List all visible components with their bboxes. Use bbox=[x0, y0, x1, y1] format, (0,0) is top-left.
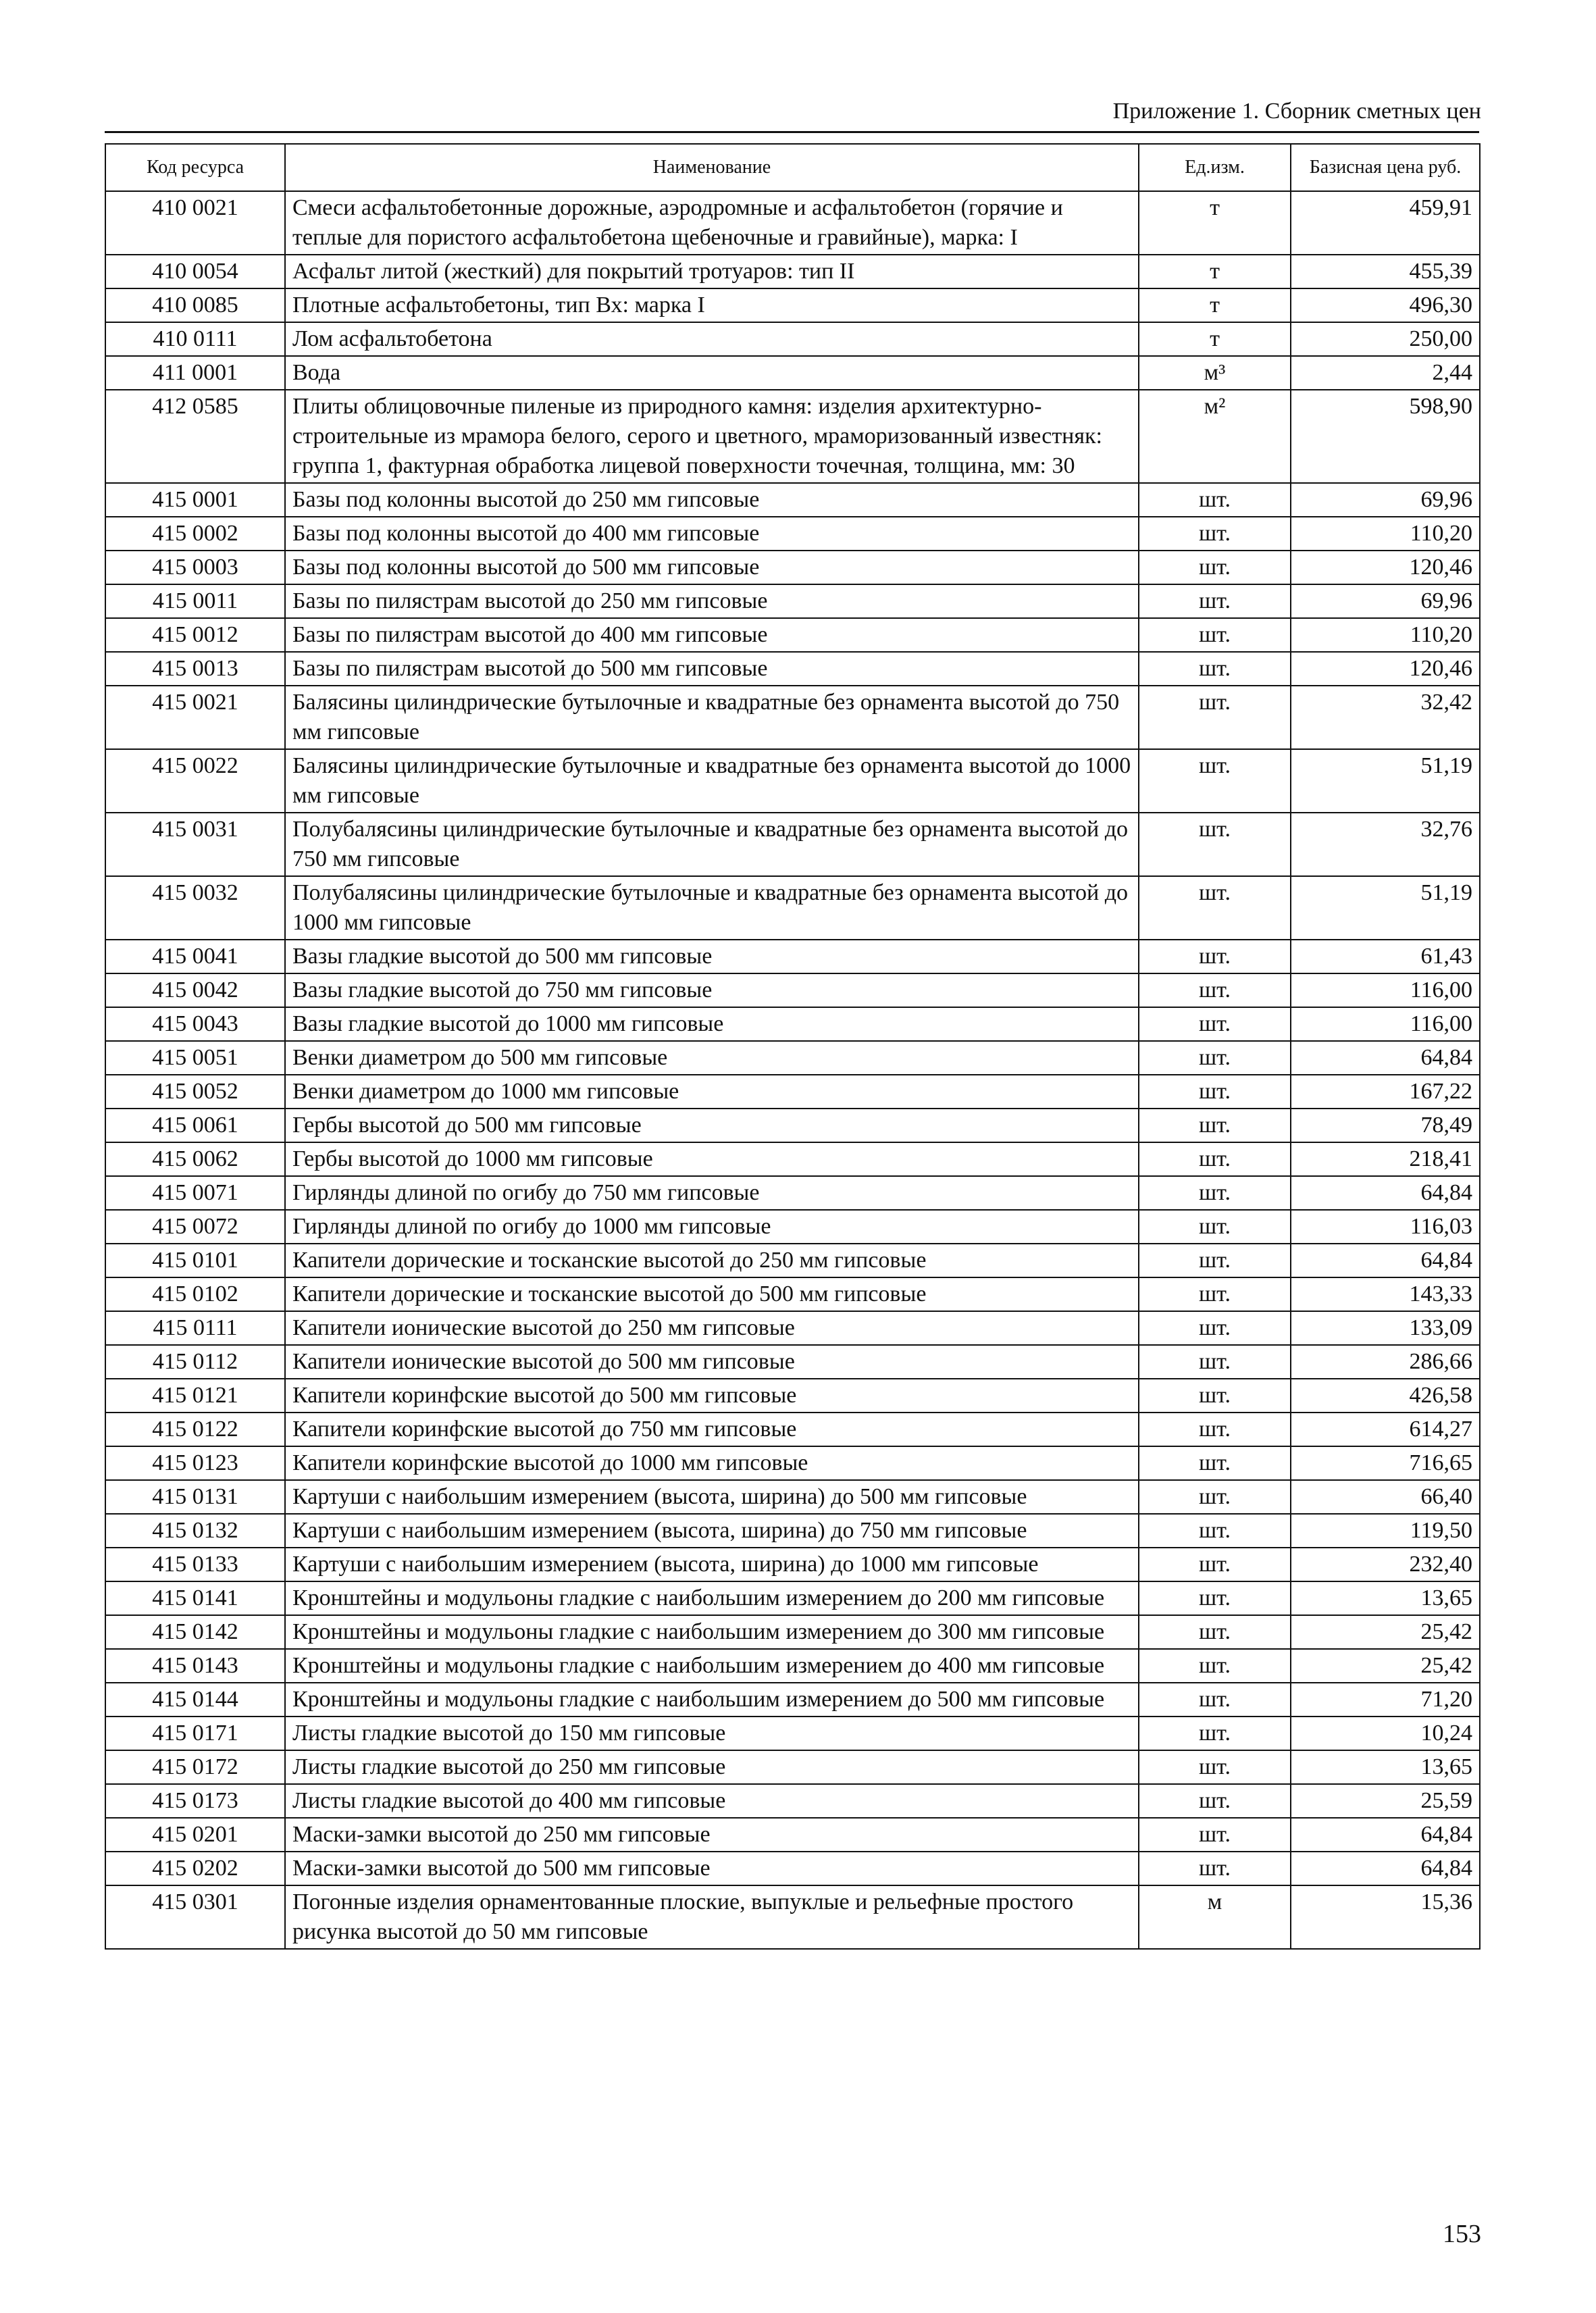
item-name-cell: Лом асфальтобетона bbox=[285, 322, 1139, 356]
price-cell: 25,59 bbox=[1291, 1784, 1480, 1818]
item-name-cell: Балясины цилиндрические бутылочные и квадратные без орнамента высотой до 750 мм гипсовые bbox=[285, 686, 1139, 749]
price-cell: 167,22 bbox=[1291, 1075, 1480, 1109]
table-row bbox=[105, 1717, 1480, 1750]
table-row bbox=[105, 1750, 1480, 1784]
unit-cell: шт. bbox=[1139, 1750, 1291, 1784]
price-cell: 286,66 bbox=[1291, 1345, 1480, 1379]
item-name-cell: Полубалясины цилиндрические бутылочные и квадратные без орнамента высотой до 1000 мм гипсовые bbox=[285, 876, 1139, 940]
price-cell: 71,20 bbox=[1291, 1683, 1480, 1717]
unit-cell: т bbox=[1139, 288, 1291, 322]
item-name-cell: Плотные асфальтобетоны, тип Вх: марка I bbox=[285, 288, 1139, 322]
price-cell: 61,43 bbox=[1291, 940, 1480, 973]
item-name-cell: Гербы высотой до 1000 мм гипсовые bbox=[285, 1142, 1139, 1176]
resource-code-cell: 415 0052 bbox=[105, 1075, 285, 1109]
table-row bbox=[105, 1885, 1480, 1949]
unit-cell: шт. bbox=[1139, 1142, 1291, 1176]
unit-cell: шт. bbox=[1139, 517, 1291, 551]
unit-cell: шт. bbox=[1139, 1514, 1291, 1548]
item-name-cell: Капители коринфские высотой до 750 мм гипсовые bbox=[285, 1413, 1139, 1446]
unit-cell: шт. bbox=[1139, 1784, 1291, 1818]
table-row bbox=[105, 551, 1480, 584]
resource-code-cell: 415 0173 bbox=[105, 1784, 285, 1818]
table-row bbox=[105, 517, 1480, 551]
item-name-cell: Вазы гладкие высотой до 500 мм гипсовые bbox=[285, 940, 1139, 973]
resource-code-cell: 415 0013 bbox=[105, 652, 285, 686]
item-name-cell: Базы под колонны высотой до 400 мм гипсовые bbox=[285, 517, 1139, 551]
item-name-cell: Базы по пилястрам высотой до 500 мм гипсовые bbox=[285, 652, 1139, 686]
item-name-cell: Базы по пилястрам высотой до 250 мм гипсовые bbox=[285, 584, 1139, 618]
table-row bbox=[105, 356, 1480, 390]
resource-code-cell: 415 0061 bbox=[105, 1109, 285, 1142]
item-name-cell: Погонные изделия орнаментованные плоские, выпуклые и рельефные простого рисунка высотой до 50 мм гипсовые bbox=[285, 1885, 1139, 1949]
table-row bbox=[105, 288, 1480, 322]
table-row bbox=[105, 1210, 1480, 1244]
price-cell: 143,33 bbox=[1291, 1277, 1480, 1311]
resource-code-cell: 415 0101 bbox=[105, 1244, 285, 1277]
item-name-cell: Капители коринфские высотой до 500 мм гипсовые bbox=[285, 1379, 1139, 1413]
resource-code-cell: 415 0171 bbox=[105, 1717, 285, 1750]
resource-code-cell: 415 0301 bbox=[105, 1885, 285, 1949]
unit-cell: шт. bbox=[1139, 686, 1291, 749]
resource-code-cell: 415 0132 bbox=[105, 1514, 285, 1548]
resource-code-cell: 415 0071 bbox=[105, 1176, 285, 1210]
unit-cell: шт. bbox=[1139, 1581, 1291, 1615]
table-row bbox=[105, 1379, 1480, 1413]
item-name-cell: Полубалясины цилиндрические бутылочные и квадратные без орнамента высотой до 750 мм гипсовые bbox=[285, 813, 1139, 876]
price-cell: 64,84 bbox=[1291, 1244, 1480, 1277]
resource-code-cell: 415 0041 bbox=[105, 940, 285, 973]
resource-code-cell: 415 0011 bbox=[105, 584, 285, 618]
resource-code-cell: 415 0031 bbox=[105, 813, 285, 876]
unit-cell: т bbox=[1139, 191, 1291, 255]
item-name-cell: Капители дорические и тосканские высотой до 250 мм гипсовые bbox=[285, 1244, 1139, 1277]
table-row bbox=[105, 191, 1480, 255]
table-row bbox=[105, 1683, 1480, 1717]
resource-code-cell: 410 0021 bbox=[105, 191, 285, 255]
unit-cell: шт. bbox=[1139, 1818, 1291, 1852]
unit-cell: шт. bbox=[1139, 1446, 1291, 1480]
price-cell: 598,90 bbox=[1291, 390, 1480, 483]
price-cell: 232,40 bbox=[1291, 1548, 1480, 1581]
price-cell: 15,36 bbox=[1291, 1885, 1480, 1949]
resource-code-cell: 415 0201 bbox=[105, 1818, 285, 1852]
unit-cell: шт. bbox=[1139, 813, 1291, 876]
price-cell: 64,84 bbox=[1291, 1818, 1480, 1852]
price-table bbox=[105, 143, 1481, 1950]
table-row bbox=[105, 1548, 1480, 1581]
unit-cell: шт. bbox=[1139, 1683, 1291, 1717]
table-row bbox=[105, 652, 1480, 686]
price-cell: 250,00 bbox=[1291, 322, 1480, 356]
item-name-cell: Плиты облицовочные пиленые из природного камня: изделия архитектурно-строительные из мрамора белого, серого и цветного, мраморизованный известняк: группа 1, фактурная обработка лицевой поверхности точечная, толщина, мм: 30 bbox=[285, 390, 1139, 483]
resource-code-cell: 415 0051 bbox=[105, 1041, 285, 1075]
price-cell: 25,42 bbox=[1291, 1615, 1480, 1649]
price-cell: 32,42 bbox=[1291, 686, 1480, 749]
column-header-name: Наименование bbox=[285, 144, 1139, 191]
unit-cell: шт. bbox=[1139, 1852, 1291, 1885]
item-name-cell: Гербы высотой до 500 мм гипсовые bbox=[285, 1109, 1139, 1142]
unit-cell: шт. bbox=[1139, 1717, 1291, 1750]
item-name-cell: Капители ионические высотой до 250 мм гипсовые bbox=[285, 1311, 1139, 1345]
price-cell: 64,84 bbox=[1291, 1176, 1480, 1210]
price-cell: 69,96 bbox=[1291, 483, 1480, 517]
item-name-cell: Маски-замки высотой до 500 мм гипсовые bbox=[285, 1852, 1139, 1885]
table-row bbox=[105, 876, 1480, 940]
item-name-cell: Кронштейны и модульоны гладкие с наибольшим измерением до 400 мм гипсовые bbox=[285, 1649, 1139, 1683]
table-row bbox=[105, 1480, 1480, 1514]
table-row bbox=[105, 1852, 1480, 1885]
item-name-cell: Маски-замки высотой до 250 мм гипсовые bbox=[285, 1818, 1139, 1852]
table-row bbox=[105, 1142, 1480, 1176]
resource-code-cell: 415 0042 bbox=[105, 973, 285, 1007]
unit-cell: шт. bbox=[1139, 1379, 1291, 1413]
table-row bbox=[105, 749, 1480, 813]
resource-code-cell: 415 0131 bbox=[105, 1480, 285, 1514]
unit-cell: шт. bbox=[1139, 1176, 1291, 1210]
item-name-cell: Венки диаметром до 500 мм гипсовые bbox=[285, 1041, 1139, 1075]
price-cell: 110,20 bbox=[1291, 618, 1480, 652]
resource-code-cell: 410 0111 bbox=[105, 322, 285, 356]
resource-code-cell: 415 0121 bbox=[105, 1379, 285, 1413]
price-cell: 116,00 bbox=[1291, 973, 1480, 1007]
table-row bbox=[105, 940, 1480, 973]
price-cell: 13,65 bbox=[1291, 1750, 1480, 1784]
unit-cell: шт. bbox=[1139, 1649, 1291, 1683]
table-row bbox=[105, 255, 1480, 288]
table-row bbox=[105, 1413, 1480, 1446]
unit-cell: шт. bbox=[1139, 876, 1291, 940]
table-row bbox=[105, 1818, 1480, 1852]
item-name-cell: Кронштейны и модульоны гладкие с наибольшим измерением до 300 мм гипсовые bbox=[285, 1615, 1139, 1649]
unit-cell: шт. bbox=[1139, 1075, 1291, 1109]
resource-code-cell: 415 0021 bbox=[105, 686, 285, 749]
unit-cell: шт. bbox=[1139, 1007, 1291, 1041]
price-cell: 120,46 bbox=[1291, 551, 1480, 584]
unit-cell: шт. bbox=[1139, 749, 1291, 813]
table-row bbox=[105, 1615, 1480, 1649]
column-header-unit: Ед.изм. bbox=[1139, 144, 1291, 191]
table-row bbox=[105, 973, 1480, 1007]
price-cell: 716,65 bbox=[1291, 1446, 1480, 1480]
resource-code-cell: 415 0001 bbox=[105, 483, 285, 517]
price-cell: 116,03 bbox=[1291, 1210, 1480, 1244]
unit-cell: шт. bbox=[1139, 940, 1291, 973]
table-row bbox=[105, 1277, 1480, 1311]
table-row bbox=[105, 1311, 1480, 1345]
unit-cell: м² bbox=[1139, 390, 1291, 483]
price-cell: 2,44 bbox=[1291, 356, 1480, 390]
price-cell: 10,24 bbox=[1291, 1717, 1480, 1750]
unit-cell: шт. bbox=[1139, 1210, 1291, 1244]
price-cell: 25,42 bbox=[1291, 1649, 1480, 1683]
resource-code-cell: 415 0142 bbox=[105, 1615, 285, 1649]
resource-code-cell: 415 0072 bbox=[105, 1210, 285, 1244]
item-name-cell: Листы гладкие высотой до 250 мм гипсовые bbox=[285, 1750, 1139, 1784]
unit-cell: м bbox=[1139, 1885, 1291, 1949]
page-number: 153 bbox=[1443, 2220, 1481, 2248]
table-body bbox=[105, 191, 1480, 1949]
table-row bbox=[105, 1784, 1480, 1818]
unit-cell: шт. bbox=[1139, 584, 1291, 618]
column-header-code: Код ресурса bbox=[105, 144, 285, 191]
price-cell: 51,19 bbox=[1291, 876, 1480, 940]
unit-cell: т bbox=[1139, 255, 1291, 288]
price-cell: 78,49 bbox=[1291, 1109, 1480, 1142]
table-row bbox=[105, 1446, 1480, 1480]
item-name-cell: Базы под колонны высотой до 500 мм гипсовые bbox=[285, 551, 1139, 584]
table-row bbox=[105, 1514, 1480, 1548]
table-row bbox=[105, 1109, 1480, 1142]
resource-code-cell: 415 0062 bbox=[105, 1142, 285, 1176]
price-cell: 133,09 bbox=[1291, 1311, 1480, 1345]
unit-cell: шт. bbox=[1139, 1345, 1291, 1379]
item-name-cell: Кронштейны и модульоны гладкие с наибольшим измерением до 500 мм гипсовые bbox=[285, 1683, 1139, 1717]
resource-code-cell: 415 0022 bbox=[105, 749, 285, 813]
item-name-cell: Венки диаметром до 1000 мм гипсовые bbox=[285, 1075, 1139, 1109]
table-row bbox=[105, 813, 1480, 876]
table-row bbox=[105, 322, 1480, 356]
unit-cell: шт. bbox=[1139, 1480, 1291, 1514]
item-name-cell: Кронштейны и модульоны гладкие с наибольшим измерением до 200 мм гипсовые bbox=[285, 1581, 1139, 1615]
resource-code-cell: 410 0085 bbox=[105, 288, 285, 322]
item-name-cell: Листы гладкие высотой до 150 мм гипсовые bbox=[285, 1717, 1139, 1750]
resource-code-cell: 415 0003 bbox=[105, 551, 285, 584]
unit-cell: шт. bbox=[1139, 973, 1291, 1007]
resource-code-cell: 415 0122 bbox=[105, 1413, 285, 1446]
table-row bbox=[105, 1244, 1480, 1277]
table-header-row bbox=[105, 144, 1480, 191]
item-name-cell: Вода bbox=[285, 356, 1139, 390]
resource-code-cell: 415 0043 bbox=[105, 1007, 285, 1041]
price-cell: 116,00 bbox=[1291, 1007, 1480, 1041]
price-cell: 13,65 bbox=[1291, 1581, 1480, 1615]
table-row bbox=[105, 390, 1480, 483]
unit-cell: шт. bbox=[1139, 1615, 1291, 1649]
table-row bbox=[105, 1075, 1480, 1109]
table-row bbox=[105, 1041, 1480, 1075]
price-cell: 614,27 bbox=[1291, 1413, 1480, 1446]
resource-code-cell: 415 0123 bbox=[105, 1446, 285, 1480]
item-name-cell: Смеси асфальтобетонные дорожные, аэродромные и асфальтобетон (горячие и теплые для пористого асфальтобетона щебеночные и гравийные), марка: I bbox=[285, 191, 1139, 255]
resource-code-cell: 415 0144 bbox=[105, 1683, 285, 1717]
unit-cell: шт. bbox=[1139, 618, 1291, 652]
unit-cell: шт. bbox=[1139, 652, 1291, 686]
price-cell: 32,76 bbox=[1291, 813, 1480, 876]
resource-code-cell: 415 0032 bbox=[105, 876, 285, 940]
item-name-cell: Капители коринфские высотой до 1000 мм гипсовые bbox=[285, 1446, 1139, 1480]
header-divider bbox=[105, 131, 1479, 133]
price-cell: 119,50 bbox=[1291, 1514, 1480, 1548]
table-row bbox=[105, 483, 1480, 517]
unit-cell: шт. bbox=[1139, 1109, 1291, 1142]
item-name-cell: Капители дорические и тосканские высотой до 500 мм гипсовые bbox=[285, 1277, 1139, 1311]
column-header-price: Базисная цена руб. bbox=[1291, 144, 1480, 191]
price-cell: 218,41 bbox=[1291, 1142, 1480, 1176]
unit-cell: шт. bbox=[1139, 1277, 1291, 1311]
price-cell: 110,20 bbox=[1291, 517, 1480, 551]
resource-code-cell: 415 0143 bbox=[105, 1649, 285, 1683]
item-name-cell: Картуши с наибольшим измерением (высота, ширина) до 1000 мм гипсовые bbox=[285, 1548, 1139, 1581]
price-cell: 64,84 bbox=[1291, 1852, 1480, 1885]
resource-code-cell: 411 0001 bbox=[105, 356, 285, 390]
unit-cell: шт. bbox=[1139, 1244, 1291, 1277]
unit-cell: шт. bbox=[1139, 483, 1291, 517]
unit-cell: шт. bbox=[1139, 1548, 1291, 1581]
resource-code-cell: 415 0141 bbox=[105, 1581, 285, 1615]
price-cell: 66,40 bbox=[1291, 1480, 1480, 1514]
page-header-title: Приложение 1. Сборник сметных цен bbox=[1112, 99, 1481, 124]
price-cell: 64,84 bbox=[1291, 1041, 1480, 1075]
price-cell: 120,46 bbox=[1291, 652, 1480, 686]
resource-code-cell: 415 0111 bbox=[105, 1311, 285, 1345]
resource-code-cell: 415 0202 bbox=[105, 1852, 285, 1885]
resource-code-cell: 415 0012 bbox=[105, 618, 285, 652]
item-name-cell: Базы под колонны высотой до 250 мм гипсовые bbox=[285, 483, 1139, 517]
unit-cell: шт. bbox=[1139, 551, 1291, 584]
item-name-cell: Балясины цилиндрические бутылочные и квадратные без орнамента высотой до 1000 мм гипсовые bbox=[285, 749, 1139, 813]
item-name-cell: Гирлянды длиной по огибу до 1000 мм гипсовые bbox=[285, 1210, 1139, 1244]
resource-code-cell: 415 0112 bbox=[105, 1345, 285, 1379]
price-cell: 51,19 bbox=[1291, 749, 1480, 813]
resource-code-cell: 415 0133 bbox=[105, 1548, 285, 1581]
resource-code-cell: 415 0102 bbox=[105, 1277, 285, 1311]
price-cell: 426,58 bbox=[1291, 1379, 1480, 1413]
price-cell: 459,91 bbox=[1291, 191, 1480, 255]
table-row bbox=[105, 1581, 1480, 1615]
unit-cell: т bbox=[1139, 322, 1291, 356]
unit-cell: шт. bbox=[1139, 1311, 1291, 1345]
table-row bbox=[105, 1345, 1480, 1379]
resource-code-cell: 415 0002 bbox=[105, 517, 285, 551]
price-cell: 455,39 bbox=[1291, 255, 1480, 288]
table-row bbox=[105, 1007, 1480, 1041]
item-name-cell: Картуши с наибольшим измерением (высота, ширина) до 500 мм гипсовые bbox=[285, 1480, 1139, 1514]
resource-code-cell: 410 0054 bbox=[105, 255, 285, 288]
item-name-cell: Базы по пилястрам высотой до 400 мм гипсовые bbox=[285, 618, 1139, 652]
table-row bbox=[105, 1176, 1480, 1210]
item-name-cell: Картуши с наибольшим измерением (высота, ширина) до 750 мм гипсовые bbox=[285, 1514, 1139, 1548]
item-name-cell: Гирлянды длиной по огибу до 750 мм гипсовые bbox=[285, 1176, 1139, 1210]
item-name-cell: Листы гладкие высотой до 400 мм гипсовые bbox=[285, 1784, 1139, 1818]
price-cell: 69,96 bbox=[1291, 584, 1480, 618]
unit-cell: шт. bbox=[1139, 1041, 1291, 1075]
item-name-cell: Капители ионические высотой до 500 мм гипсовые bbox=[285, 1345, 1139, 1379]
table-row bbox=[105, 618, 1480, 652]
unit-cell: шт. bbox=[1139, 1413, 1291, 1446]
unit-cell: м³ bbox=[1139, 356, 1291, 390]
table-row bbox=[105, 686, 1480, 749]
item-name-cell: Вазы гладкие высотой до 750 мм гипсовые bbox=[285, 973, 1139, 1007]
table-row bbox=[105, 1649, 1480, 1683]
item-name-cell: Асфальт литой (жесткий) для покрытий тротуаров: тип II bbox=[285, 255, 1139, 288]
price-cell: 496,30 bbox=[1291, 288, 1480, 322]
resource-code-cell: 412 0585 bbox=[105, 390, 285, 483]
item-name-cell: Вазы гладкие высотой до 1000 мм гипсовые bbox=[285, 1007, 1139, 1041]
resource-code-cell: 415 0172 bbox=[105, 1750, 285, 1784]
table-row bbox=[105, 584, 1480, 618]
